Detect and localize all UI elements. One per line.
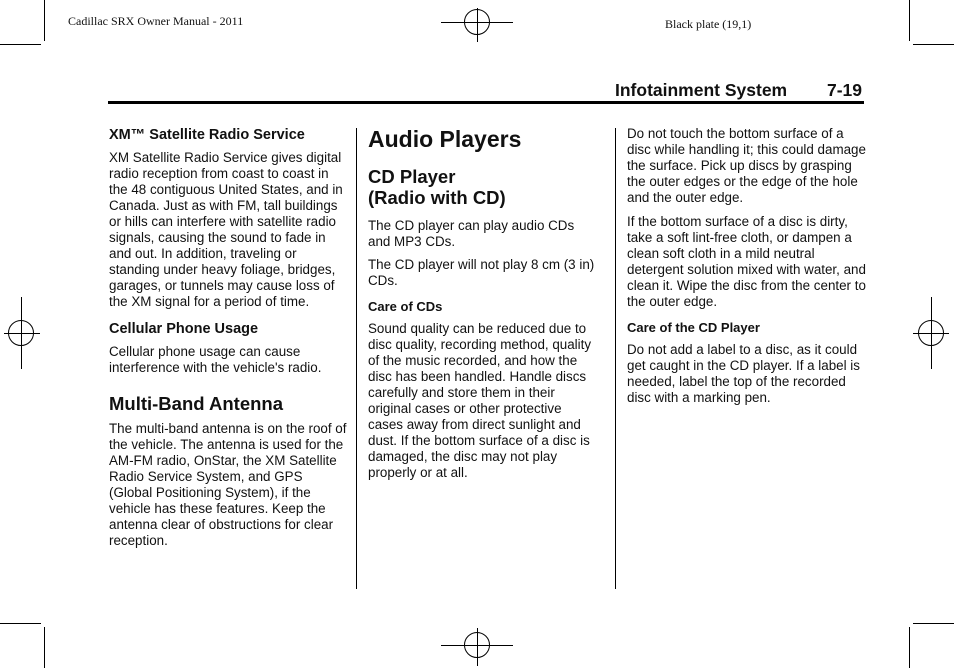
crop-mark-tr-v — [909, 0, 910, 41]
column-divider-1 — [356, 128, 357, 589]
care-of-player-paragraph: Do not add a label to a disc, as it could get caught in the CD player. If a label is needed, label the top of the recorded disc with a marking pen. — [627, 342, 860, 405]
care-of-player-heading: Care of the CD Player — [627, 320, 760, 335]
crop-mark-tl-v — [44, 0, 45, 41]
cellular-heading: Cellular Phone Usage — [109, 321, 259, 337]
crop-mark-tl-h — [0, 44, 41, 45]
antenna-paragraph: The multi-band antenna is on the roof of the vehicle. The antenna is used for the AM-FM radio, OnStar, the XM Satellite Radio Service System, and GPS (Global Positioning System), if the vehicle has these features. Keep the antenna clear of obstructions for clear reception. — [109, 421, 347, 548]
cellular-paragraph: Cellular phone usage can cause interference with the vehicle's radio. — [109, 344, 322, 375]
crop-mark-bl-v — [44, 627, 45, 668]
cd-player-heading: CD Player (Radio with CD) — [368, 166, 506, 208]
crop-mark-br-v — [909, 627, 910, 668]
registration-mark-right-circle — [918, 320, 944, 346]
crop-mark-br-h — [913, 623, 954, 624]
audio-players-heading: Audio Players — [368, 126, 522, 152]
care-of-cds-paragraph: Sound quality can be reduced due to disc quality, recording method, quality of the music recorded, and how the disc has been handled. Handle discs carefully and store them in their original cases or other protective cases away from direct sunlight and dust. If the bottom surface of a disc is damaged, the disc may not play properly or at all. — [368, 321, 592, 480]
column-3 — [627, 126, 867, 413]
xm-paragraph: XM Satellite Radio Service gives digital radio reception from coast to coast in the 48 contiguous United States, and in Canada. Just as with FM, tall buildings or hills can interfere with satellite radio signals, causing the sound to fade in and out. In addition, traveling or standing under heavy foliage, bridges, garages, or tunnels may cause loss of the XM signal for a period of time. — [109, 150, 343, 309]
column-divider-2 — [615, 128, 616, 589]
section-title: Infotainment System — [615, 80, 788, 100]
xm-heading: XM™ Satellite Radio Service — [109, 127, 305, 143]
care-of-cds-heading: Care of CDs — [368, 299, 443, 314]
manual-title: Cadillac SRX Owner Manual - 2011 — [68, 14, 244, 28]
registration-mark-bottom-circle — [464, 632, 490, 658]
registration-mark-left-circle — [8, 320, 34, 346]
dirty-paragraph: If the bottom surface of a disc is dirty, take a soft lint-free cloth, or dampen a clean soft cloth in a mild neutral detergent solution mixed with water, and clean it. Wipe the disc from the center to the outer edge. — [627, 214, 866, 309]
touch-paragraph: Do not touch the bottom surface of a disc while handling it; this could damage the surface. Pick up discs by grasping the outer edges or the edge of the hole and the outer edge. — [627, 126, 866, 205]
antenna-heading: Multi-Band Antenna — [109, 393, 284, 414]
registration-mark-top-circle — [464, 9, 490, 35]
cd-paragraph-2: The CD player will not play 8 cm (3 in) CDs. — [368, 257, 595, 288]
page-number: 7-19 — [827, 80, 863, 100]
crop-mark-bl-h — [0, 623, 41, 624]
cd-paragraph-1: The CD player can play audio CDs and MP3 CDs. — [368, 218, 575, 249]
column-2 — [368, 126, 600, 488]
plate-label: Black plate (19,1) — [665, 17, 752, 31]
crop-mark-tr-h — [913, 44, 954, 45]
column-1 — [109, 126, 349, 556]
header-rule — [108, 101, 864, 104]
